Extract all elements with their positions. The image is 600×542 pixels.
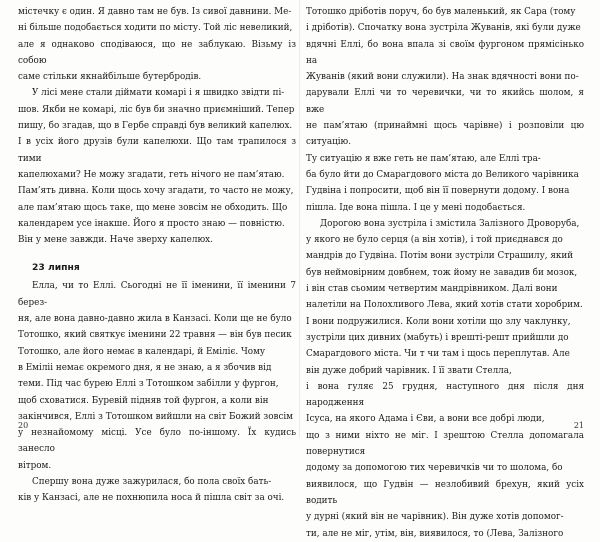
right-paragraph-2: Дорогою вона зустріла і змістила Залізного Дроворуба, у якого не було серця (а він хотів), і той приєднався до мандрів до Гудвіна. Потім вони зустріли Страшилу, який був неймовірним довбнем, тож йому не завадив би мозок, і він став сьомим четвертим мандрівником. Далі вони налетіли на Полохливого Лева, який хотів стати хоробрим. І вони подружилися. Коли вони хотіли що злу чаклунку, зустріли цих дивних (мабуть) і врешті-решт прийшли до Смарагдового міста. Чи т чи там і щось переплутав. Але він дуже добрий чарівник. І її звати Стелла, і вона гуляє 25 грудня, наступного дня після дня народження Ісуса, на якого Адама і Єви, а вони все добрі люди, що з ними ніхто не міг. І зрештою Стелла допомагала повернутися додому за допомогою тих черевичків чи то шолома, бо виявилося, що Гудвін — незлобивий брехун, який усіх водить у дурні (який він не чарівник). Він дуже хотів допомог- ти, але не міг, утім, він, виявилося, то (Лева, Залізного bbox=[306, 218, 584, 539]
left-paragraph-2: У лісі мене стали діймати комарі і я швидко звідти пі- шов. Якби не комарі, ліс був би значно приємніший. Тепер пишу, бо згадав, що в Гербе справді був великий капелюх. І в усіх його друзів були капелюхи. Що там трапилося з тими капелюхами? Не можу згадати, геть нічого не пам’ятаю. Пам’ять дивна. Коли щось хочу згадати, то часто не можу, але пам’ятаю щось таке, що мене зовсім не обходить. Що календарем усе інакше. Його я просто знаю — повністю. Він у мене завжди. Наче зверху капелюх. bbox=[18, 88, 296, 246]
left-paragraph-1: містечку є один. Я давно там не був. Із сивої давнини. Ме- ні більше подобається ходити по місту. Той ліс невеликий, але я однаково сподіваюся, що не заблукаю. Візьму із собою саме стільки якнайбільше бутербродів. bbox=[18, 7, 296, 83]
left-paragraph-3: Елла, чи то Еллі. Сьогодні не її іменини, її іменини 7 берез- ня, але вона давно-давно жила в Канзасі. Коли ще не було Тотошко, який святкує іменини 22 травня — він був песик Тотошко, але його немає в календарі, й Еміліє. Чому в Еміліі немає окремого дня, я не знаю, а я збочив від теми. Під час бурею Еллі з Тотошком забілли у фургон, щоб сховатися. Буревій підняв той фургон, а коли він закінчився, Еллі з Тотошком вийшли на світ Божий зовсім у незнайомому місці. Усе було по-іншому. Їх кудись занесло вітром. bbox=[18, 281, 296, 471]
book-gutter bbox=[299, 0, 300, 438]
right-page bbox=[306, 4, 584, 539]
left-page bbox=[18, 4, 296, 504]
left-paragraph-4: Спершу вона дуже зажурилася, бо пола своїх бать- ків у Канзасі, але не похнюпила носа й пішла світ за очі. bbox=[18, 477, 285, 504]
left-page-number: 20 bbox=[18, 421, 29, 430]
right-paragraph-1: Тотошко дріботів поруч, бо був маленький, як Сара (тому і дріботів). Спочатку вона зустріла Жуванів, які були дуже вдячні Еллі, бо вона впала зі своїм фургоном прямісінько на Жуванів (який вони служили). На знак вдячності вони по- дарували Еллі чи то черевички, чи то якийсь шолом, я вже не пам’ятаю (принаймні щось чарівне) і розповіли цю ситуацію. Ту ситуацію я вже геть не пам’ятаю, але Еллі тра- ба було йти до Смарагдового міста до Великого чарівника Гудвіна і попросити, щоб він її повернути додому. І вона пішла. Іде вона пішла. І це у мені подобається. bbox=[306, 7, 584, 213]
diary-date-heading: 23 липня bbox=[32, 262, 80, 274]
right-page-number: 21 bbox=[573, 421, 584, 430]
